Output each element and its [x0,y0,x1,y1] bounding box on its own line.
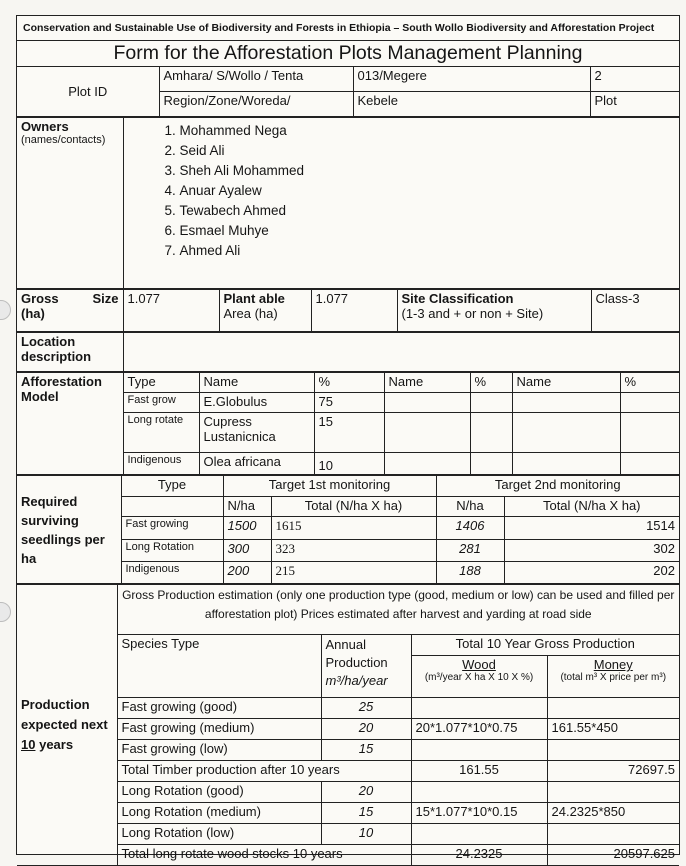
money-header: Money [593,657,633,673]
seedlings-row-n2: 1406 [436,517,504,539]
afforestation-label: Afforestation [21,374,102,389]
prod-row-money: 24.2325*850 [547,803,679,824]
seedlings-per-label: seedlings per [21,531,105,547]
owners-list [128,121,676,261]
plot-value: 2 [590,67,679,92]
model-row-name: Olea africana [199,453,314,475]
ha-unit-label: ha [21,550,37,566]
seedlings-header-total-1: Total (N/ha X ha) [271,497,436,517]
years-label: years [39,737,74,752]
owner-item: 1. Mohammed Nega [180,121,676,141]
production-section [17,584,679,866]
surviving-label: surviving [21,512,79,528]
plantable-label: Plant able [223,291,285,306]
prod-row-annual: 15 [321,803,411,824]
money-formula: (total m³ X price per m³) [560,672,667,684]
prod-row-type: Long Rotation (low) [117,824,321,845]
production-header: Production [325,655,388,671]
location-label: Location [21,334,76,349]
form-page [16,15,680,862]
seedlings-row-t2: 1514 [504,517,679,539]
model-row-pct: 10 [314,453,384,475]
owner-item: 3. Sheh Ali Mohammed [180,161,676,181]
region-value: Amhara/ S/Wollo / Tenta [159,67,353,92]
location-section [17,332,679,372]
seedlings-header-nha-1: N/ha [223,497,271,517]
production-note: Gross Production estimation (only one production type (good, medium or low) can be used and filled per afforestation plot) Prices estimated after harvest and yarding at road side [117,585,679,635]
prod-row-wood [411,740,547,761]
model-row-name: Cupress Lustanicnica [199,413,314,453]
model-row-empty [512,453,620,475]
model-label: Model [21,389,59,404]
total10-header: Total 10 Year Gross Production [411,635,679,656]
prod-row-type: Long Rotation (good) [117,782,321,803]
fast-total-label: Total Timber production after 10 years [117,761,411,782]
seedlings-header-target2: Target 2nd monitoring [436,476,679,497]
model-row-type: Long rotate [123,413,199,453]
size-section [17,289,679,332]
model-header-name-2: Name [384,373,470,393]
prod-row-annual: 20 [321,719,411,740]
project-header: Conservation and Sustainable Use of Biodiversity and Forests in Ethiopia – South Wollo Biodiversity and Afforestation Project [17,16,679,41]
prod-row-wood [411,782,547,803]
plantable-value: 1.077 [311,290,397,332]
fast-total-wood: 161.55 [411,761,547,782]
seedlings-section [17,475,679,584]
kebele-value: 013/Megere [353,67,590,92]
owner-item: 5. Tewabech Ahmed [180,201,676,221]
species-type-header: Species Type [117,635,321,698]
prod-row-type: Fast growing (low) [117,740,321,761]
unit-header: m³/ha/year [325,673,388,689]
owner-item: 7. Ahmed Ali [180,241,676,261]
prod-row-type: Fast growing (good) [117,698,321,719]
model-header-name-3: Name [512,373,620,393]
prod-row-money [547,698,679,719]
seedlings-header-type: Type [121,476,223,497]
model-row-empty [620,413,679,453]
form-title: Form for the Afforestation Plots Management Planning [17,41,679,67]
model-row-empty [384,453,470,475]
site-class-value: Class-3 [591,290,679,332]
punch-hole-top [0,300,11,320]
seedlings-row-n1: 300 [223,539,271,561]
plot-caption: Plot [590,92,679,117]
location-value [123,333,679,372]
model-row-empty [470,393,512,413]
long-total-label: Total long rotate wood stocks 10 years [117,845,411,866]
prod-row-wood: 15*1.077*10*0.15 [411,803,547,824]
model-header-pct-2: % [470,373,512,393]
site-class-label: Site Classification [401,291,514,306]
prod-row-annual: 10 [321,824,411,845]
seedlings-row-type: Indigenous [121,561,223,583]
seedlings-header-total-2: Total (N/ha X ha) [504,497,679,517]
owners-label: Owners [21,119,69,134]
wood-header: Wood [462,657,496,673]
seedlings-row-t2: 202 [504,561,679,583]
kebele-caption: Kebele [353,92,590,117]
model-header-type: Type [123,373,199,393]
plot-id-section [17,67,679,117]
seedlings-row-n2: 188 [436,561,504,583]
size-label: Size [92,291,119,306]
seedlings-row-t1: 1615 [271,517,436,539]
punch-hole-bottom [0,602,11,622]
model-row-empty [512,393,620,413]
model-row-empty [512,413,620,453]
prod-row-annual: 15 [321,740,411,761]
long-total-wood: 24.2325 [411,845,547,866]
prod-row-money: 161.55*450 [547,719,679,740]
model-row-pct: 15 [314,413,384,453]
production-label: Production [21,697,90,712]
model-row-empty [470,453,512,475]
model-row-empty [384,413,470,453]
seedlings-empty [121,497,223,517]
model-row-pct: 75 [314,393,384,413]
model-row-type: Fast grow [123,393,199,413]
seedlings-row-type: Long Rotation [121,539,223,561]
prod-row-wood [411,698,547,719]
owners-sublabel: (names/contacts) [21,134,106,146]
owners-section [17,117,679,289]
seedlings-row-type: Fast growing [121,517,223,539]
prod-row-type: Fast growing (medium) [117,719,321,740]
model-header-name: Name [199,373,314,393]
seedlings-row-n1: 1500 [223,517,271,539]
plantable-sublabel: Area (ha) [223,306,278,321]
ten-label: 10 [21,737,36,752]
seedlings-row-t2: 302 [504,539,679,561]
prod-row-money [547,740,679,761]
gross-size-value: 1.077 [123,290,219,332]
prod-row-wood [411,824,547,845]
prod-row-money [547,782,679,803]
expected-next-label: expected next [21,717,108,732]
site-class-sublabel: (1-3 and + or non + Site) [401,306,544,321]
prod-row-type: Long Rotation (medium) [117,803,321,824]
region-caption: Region/Zone/Woreda/ [159,92,353,117]
owner-item: 6. Esmael Muhye [180,221,676,241]
model-row-name: E.Globulus [199,393,314,413]
wood-formula: (m³/year X ha X 10 X %) [424,672,534,684]
seedlings-row-n2: 281 [436,539,504,561]
long-total-money: 20597.625 [547,845,679,866]
model-row-empty [384,393,470,413]
model-row-empty [620,393,679,413]
model-header-pct-3: % [620,373,679,393]
fast-total-money: 72697.5 [547,761,679,782]
seedlings-row-n1: 200 [223,561,271,583]
model-row-empty [620,453,679,475]
model-row-empty [470,413,512,453]
description-label: description [21,349,92,364]
plot-id-label: Plot ID [17,67,159,117]
owner-item: 2. Seid Ali [180,141,676,161]
prod-row-money [547,824,679,845]
ha-label: (ha) [21,306,45,321]
seedlings-row-t1: 323 [271,539,436,561]
prod-row-annual: 20 [321,782,411,803]
gross-label: Gross [21,291,59,306]
prod-row-wood: 20*1.077*10*0.75 [411,719,547,740]
prod-row-annual: 25 [321,698,411,719]
model-row-type: Indigenous [123,453,199,475]
seedlings-row-t1: 215 [271,561,436,583]
seedlings-header-target1: Target 1st monitoring [223,476,436,497]
annual-header: Annual [325,637,366,653]
seedlings-header-nha-2: N/ha [436,497,504,517]
model-header-pct: % [314,373,384,393]
afforestation-model-section [17,372,679,475]
required-label: Required [21,493,78,509]
owner-item: 4. Anuar Ayalew [180,181,676,201]
